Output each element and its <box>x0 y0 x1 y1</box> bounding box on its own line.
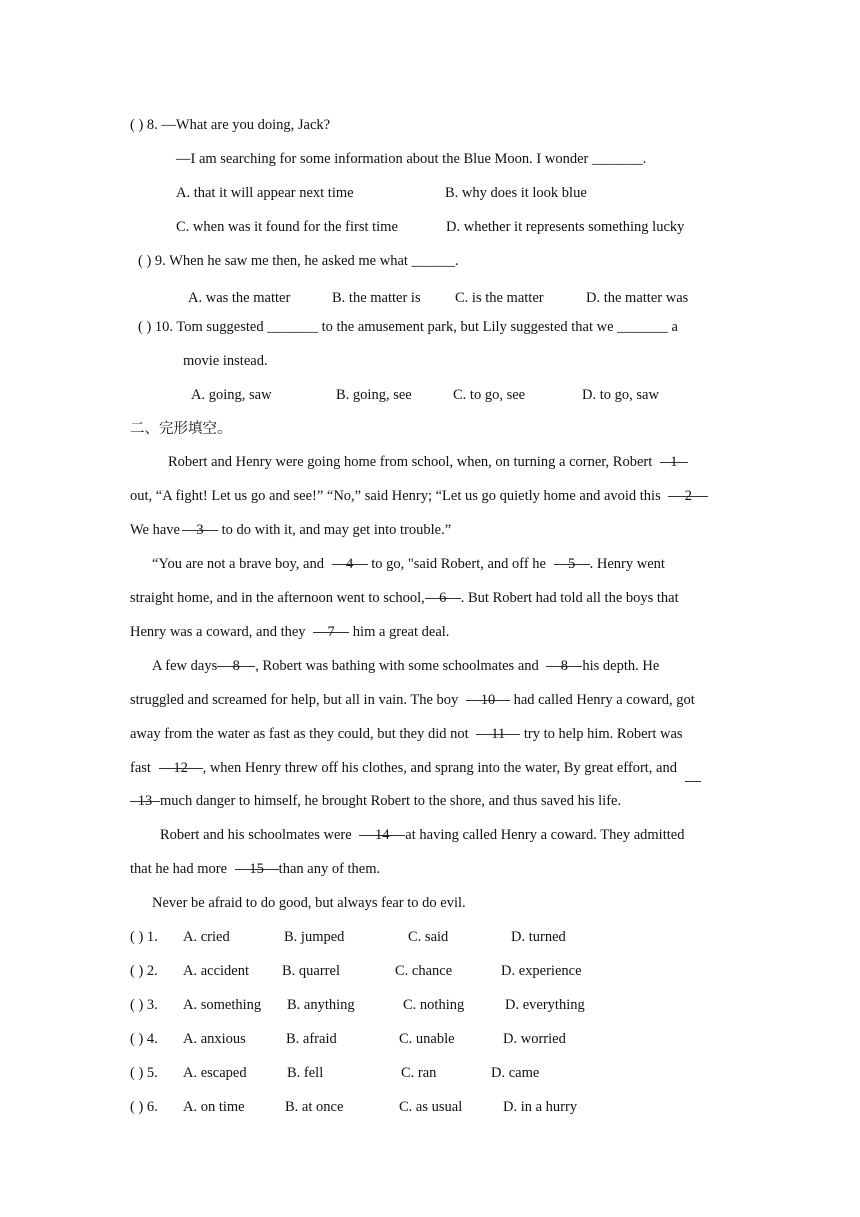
cloze-4-number: ( ) 4. <box>130 1031 158 1047</box>
passage-text: struggled and screamed for help, but all in vain. The boy <box>130 692 459 708</box>
cloze-6-option-a: A. on time <box>183 1099 245 1115</box>
passage-text: , when Henry threw off his clothes, and sprang into the water, By great effort, and <box>202 760 677 776</box>
passage-text: to do with it, and may get into trouble.” <box>221 522 452 538</box>
cloze-6-option-b: B. at once <box>285 1099 344 1115</box>
cloze-1-option-d: D. turned <box>511 929 566 945</box>
cloze-6-number: ( ) 6. <box>130 1099 158 1115</box>
cloze-2-option-d: D. experience <box>501 963 582 979</box>
passage-text: Robert and his schoolmates were <box>160 827 352 843</box>
blank-7: 7 <box>313 623 349 641</box>
question-10-line2: movie instead. <box>183 353 268 369</box>
question-8-line2: —I am searching for some information about the Blue Moon. I wonder _______. <box>176 151 647 167</box>
cloze-2-option-c: C. chance <box>395 963 453 979</box>
q8-option-a: A. that it will appear next time <box>176 185 354 201</box>
q9-option-d: D. the matter was <box>586 290 689 306</box>
passage-text: than any of them. <box>278 861 381 877</box>
blank-12: 12 <box>159 759 203 777</box>
cloze-3-option-a: A. something <box>183 997 262 1013</box>
blank-8a: 8 <box>217 657 255 675</box>
blank-5: 5 <box>554 555 590 573</box>
passage-text: had called Henry a coward, got <box>513 692 695 708</box>
cloze-6-option-d: D. in a hurry <box>503 1099 578 1115</box>
q10-option-a: A. going, saw <box>191 387 272 403</box>
passage-line-1 <box>168 453 688 471</box>
cloze-3-option-c: C. nothing <box>403 997 465 1013</box>
cloze-2-option-b: B. quarrel <box>282 963 340 979</box>
q10-option-d: D. to go, saw <box>582 387 659 403</box>
passage-text: straight home, and in the afternoon went to school, <box>130 590 425 606</box>
blank-11: 11 <box>476 725 520 743</box>
cloze-3-option-b: B. anything <box>287 997 355 1013</box>
cloze-5-option-c: C. ran <box>401 1065 437 1081</box>
blank-15: 15 <box>235 860 279 878</box>
q10-option-c: C. to go, see <box>453 387 526 403</box>
cloze-2-option-a: A. accident <box>183 963 250 979</box>
cloze-5-option-d: D. came <box>491 1065 540 1081</box>
passage-text: out, “A fight! Let us go and see!” “No,” said Henry; “Let us go quietly home and avoid this <box>130 488 661 504</box>
cloze-4-option-d: D. worried <box>503 1031 566 1047</box>
passage-line-3 <box>130 521 451 539</box>
passage-text: A few days <box>152 658 218 674</box>
passage-line-9 <box>130 725 683 743</box>
cloze-3-option-d: D. everything <box>505 997 585 1013</box>
blank-3: 3 <box>182 521 218 539</box>
passage-line-6 <box>130 623 449 641</box>
cloze-3-number: ( ) 3. <box>130 997 158 1013</box>
cloze-1-option-b: B. jumped <box>284 929 345 945</box>
passage-line-4 <box>152 555 665 573</box>
passage-text: , Robert was bathing with some schoolmates and <box>255 658 539 674</box>
cloze-4-option-a: A. anxious <box>183 1031 246 1047</box>
passage-text: away from the water as fast as they could, but they did not <box>130 726 469 742</box>
passage-line-2 <box>130 487 708 505</box>
blank-2: 2 <box>668 487 708 505</box>
blank-8b: 8 <box>546 657 582 675</box>
cloze-1-number: ( ) 1. <box>130 929 158 945</box>
question-8-stem: ( ) 8. —What are you doing, Jack? <box>130 117 331 133</box>
passage-text: We have <box>130 522 180 538</box>
passage-line-13 <box>130 860 380 878</box>
passage-line-8 <box>130 691 695 709</box>
cloze-5-option-b: B. fell <box>287 1065 324 1081</box>
passage-text: Henry was a coward, and they <box>130 624 306 640</box>
question-10-stem: ( ) 10. Tom suggested _______ to the amusement park, but Lily suggested that we _______ a <box>138 319 678 335</box>
passage-text: Robert and Henry were going home from school, when, on turning a corner, Robert <box>168 454 653 470</box>
passage-text: try to help him. Robert was <box>523 726 683 742</box>
passage-line-11 <box>130 792 621 810</box>
passage-text: “You are not a brave boy, and <box>152 556 324 572</box>
blank-10: 10 <box>466 691 510 709</box>
passage-text: him a great deal. <box>352 624 450 640</box>
passage-text: at having called Henry a coward. They admitted <box>405 827 685 843</box>
cloze-5-number: ( ) 5. <box>130 1065 158 1081</box>
q9-option-a: A. was the matter <box>188 290 291 306</box>
blank-14: 14 <box>359 826 405 844</box>
passage-line-14: Never be afraid to do good, but always fear to do evil. <box>152 895 466 911</box>
passage-text: much danger to himself, he brought Robert to the shore, and thus saved his life. <box>160 793 622 809</box>
cloze-6-option-c: C. as usual <box>399 1099 463 1115</box>
cloze-5-option-a: A. escaped <box>183 1065 247 1081</box>
passage-text: . But Robert had told all the boys that <box>460 590 679 606</box>
passage-text: his depth. He <box>582 658 660 674</box>
question-9-stem: ( ) 9. When he saw me then, he asked me what ______. <box>138 253 459 269</box>
passage-line-12 <box>160 826 684 844</box>
passage-line-5 <box>130 589 679 607</box>
cloze-4-option-c: C. unable <box>399 1031 455 1047</box>
passage-line-7 <box>152 657 659 675</box>
q8-option-c: C. when was it found for the first time <box>176 219 398 235</box>
q8-option-b: B. why does it look blue <box>445 185 587 201</box>
passage-text: . Henry went <box>589 556 665 572</box>
passage-text: that he had more <box>130 861 228 877</box>
cloze-1-option-a: A. cried <box>183 929 230 945</box>
cloze-2-number: ( ) 2. <box>130 963 158 979</box>
passage-line-10 <box>130 759 701 777</box>
q9-option-c: C. is the matter <box>455 290 544 306</box>
passage-text: to go, "said Robert, and off he <box>371 556 546 572</box>
blank-6: 6 <box>425 589 461 607</box>
blank-13: 13 <box>130 792 160 810</box>
section-title: 二、完形填空。 <box>130 421 232 437</box>
q10-option-b: B. going, see <box>336 387 412 403</box>
blank-4: 4 <box>332 555 368 573</box>
cloze-1-option-c: C. said <box>408 929 449 945</box>
q8-option-d: D. whether it represents something lucky <box>446 219 685 235</box>
blank-1: 1 <box>660 453 688 471</box>
q9-option-b: B. the matter is <box>332 290 421 306</box>
cloze-4-option-b: B. afraid <box>286 1031 337 1047</box>
passage-text: fast <box>130 760 151 776</box>
